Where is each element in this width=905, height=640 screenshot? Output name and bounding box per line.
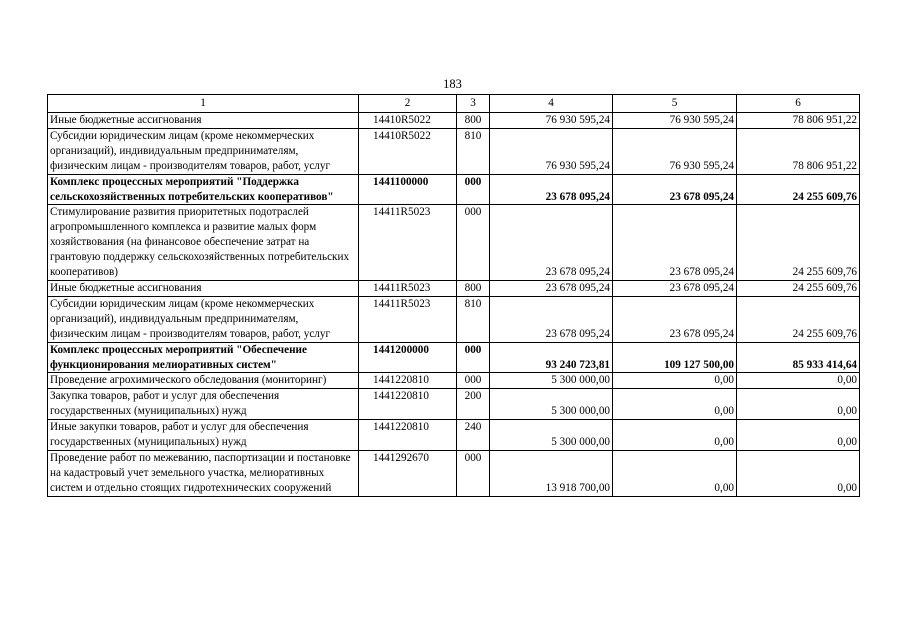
row-code-cell: 1441200000 xyxy=(359,342,457,373)
row-amount-2025-cell: 0,00 xyxy=(613,373,737,389)
row-amount-2026-cell: 85 933 414,64 xyxy=(737,342,860,373)
row-code-cell: 1441220810 xyxy=(359,373,457,389)
page-number: 183 xyxy=(443,77,462,91)
row-code-cell: 1441100000 xyxy=(359,174,457,205)
row-code-cell: 14411R5023 xyxy=(359,296,457,342)
row-code-cell: 1441220810 xyxy=(359,420,457,451)
row-expense-type-cell: 000 xyxy=(457,342,490,373)
row-name-cell: Комплекс процессных мероприятий "Поддержка сельскохозяйственных потребительских кооперативов" xyxy=(48,174,359,205)
table-row xyxy=(48,296,860,342)
row-amount-2026-cell: 78 806 951,22 xyxy=(737,128,860,174)
row-name-cell: Проведение работ по межеванию, паспортизации и постановке на кадастровый учет земельного участка, мелиоративных систем и отдельно стоящих гидротехнических сооружений xyxy=(48,450,359,496)
table-row xyxy=(48,389,860,420)
row-amount-2026-cell: 78 806 951,22 xyxy=(737,113,860,129)
row-name-cell: Иные закупки товаров, работ и услуг для обеспечения государственных (муниципальных) нужд xyxy=(48,420,359,451)
row-expense-type-cell: 800 xyxy=(457,113,490,129)
row-amount-2026-cell: 0,00 xyxy=(737,389,860,420)
row-amount-2025-cell: 0,00 xyxy=(613,450,737,496)
row-amount-2025-cell: 76 930 595,24 xyxy=(613,128,737,174)
row-amount-2025-cell: 23 678 095,24 xyxy=(613,174,737,205)
row-code-cell: 1441292670 xyxy=(359,450,457,496)
row-amount-2026-cell: 0,00 xyxy=(737,450,860,496)
table-row xyxy=(48,420,860,451)
table-row xyxy=(48,450,860,496)
row-name-cell: Субсидии юридическим лицам (кроме некоммерческих организаций), индивидуальным предпринимателям, физическим лицам - производителям товаров, работ, услуг xyxy=(48,296,359,342)
budget-table xyxy=(47,94,860,497)
column-header-row xyxy=(48,95,860,113)
row-amount-2026-cell: 24 255 609,76 xyxy=(737,174,860,205)
row-amount-2025-cell: 23 678 095,24 xyxy=(613,205,737,281)
row-amount-2024-cell: 23 678 095,24 xyxy=(490,280,613,296)
row-expense-type-cell: 000 xyxy=(457,174,490,205)
row-amount-2026-cell: 24 255 609,76 xyxy=(737,296,860,342)
row-code-cell: 14411R5023 xyxy=(359,280,457,296)
column-header: 4 xyxy=(490,95,613,113)
row-expense-type-cell: 000 xyxy=(457,205,490,281)
row-name-cell: Комплекс процессных мероприятий "Обеспечение функционирования мелиоративных систем" xyxy=(48,342,359,373)
row-amount-2024-cell: 23 678 095,24 xyxy=(490,205,613,281)
row-amount-2026-cell: 0,00 xyxy=(737,373,860,389)
row-code-cell: 14411R5023 xyxy=(359,205,457,281)
row-expense-type-cell: 000 xyxy=(457,450,490,496)
row-amount-2026-cell: 24 255 609,76 xyxy=(737,205,860,281)
table-row xyxy=(48,280,860,296)
row-name-cell: Иные бюджетные ассигнования xyxy=(48,113,359,129)
table-row xyxy=(48,128,860,174)
row-expense-type-cell: 800 xyxy=(457,280,490,296)
column-header: 3 xyxy=(457,95,490,113)
row-name-cell: Закупка товаров, работ и услуг для обеспечения государственных (муниципальных) нужд xyxy=(48,389,359,420)
row-code-cell: 1441220810 xyxy=(359,389,457,420)
row-amount-2024-cell: 76 930 595,24 xyxy=(490,113,613,129)
row-code-cell: 14410R5022 xyxy=(359,113,457,129)
row-amount-2024-cell: 5 300 000,00 xyxy=(490,389,613,420)
row-amount-2024-cell: 5 300 000,00 xyxy=(490,373,613,389)
column-header: 2 xyxy=(359,95,457,113)
row-expense-type-cell: 810 xyxy=(457,128,490,174)
row-expense-type-cell: 810 xyxy=(457,296,490,342)
table-row xyxy=(48,113,860,129)
row-amount-2024-cell: 76 930 595,24 xyxy=(490,128,613,174)
table-row xyxy=(48,174,860,205)
row-amount-2024-cell: 5 300 000,00 xyxy=(490,420,613,451)
column-header: 1 xyxy=(48,95,359,113)
table-row xyxy=(48,205,860,281)
table-row xyxy=(48,342,860,373)
row-amount-2025-cell: 0,00 xyxy=(613,420,737,451)
column-header: 5 xyxy=(613,95,737,113)
row-expense-type-cell: 000 xyxy=(457,373,490,389)
column-header: 6 xyxy=(737,95,860,113)
row-expense-type-cell: 240 xyxy=(457,420,490,451)
row-amount-2024-cell: 13 918 700,00 xyxy=(490,450,613,496)
row-amount-2024-cell: 23 678 095,24 xyxy=(490,296,613,342)
row-name-cell: Иные бюджетные ассигнования xyxy=(48,280,359,296)
row-amount-2025-cell: 23 678 095,24 xyxy=(613,296,737,342)
row-code-cell: 14410R5022 xyxy=(359,128,457,174)
row-expense-type-cell: 200 xyxy=(457,389,490,420)
row-amount-2026-cell: 24 255 609,76 xyxy=(737,280,860,296)
row-amount-2026-cell: 0,00 xyxy=(737,420,860,451)
row-amount-2024-cell: 23 678 095,24 xyxy=(490,174,613,205)
row-name-cell: Проведение агрохимического обследования (мониторинг) xyxy=(48,373,359,389)
row-name-cell: Стимулирование развития приоритетных подотраслей агропромышленного комплекса и развитие малых форм хозяйствования (на финансовое обеспечение затрат на грантовую поддержку сельскохозяйственных потребительских кооперативов) xyxy=(48,205,359,281)
table-row xyxy=(48,373,860,389)
row-amount-2025-cell: 109 127 500,00 xyxy=(613,342,737,373)
row-amount-2024-cell: 93 240 723,81 xyxy=(490,342,613,373)
row-amount-2025-cell: 0,00 xyxy=(613,389,737,420)
row-name-cell: Субсидии юридическим лицам (кроме некоммерческих организаций), индивидуальным предпринимателям, физическим лицам - производителям товаров, работ, услуг xyxy=(48,128,359,174)
row-amount-2025-cell: 23 678 095,24 xyxy=(613,280,737,296)
row-amount-2025-cell: 76 930 595,24 xyxy=(613,113,737,129)
